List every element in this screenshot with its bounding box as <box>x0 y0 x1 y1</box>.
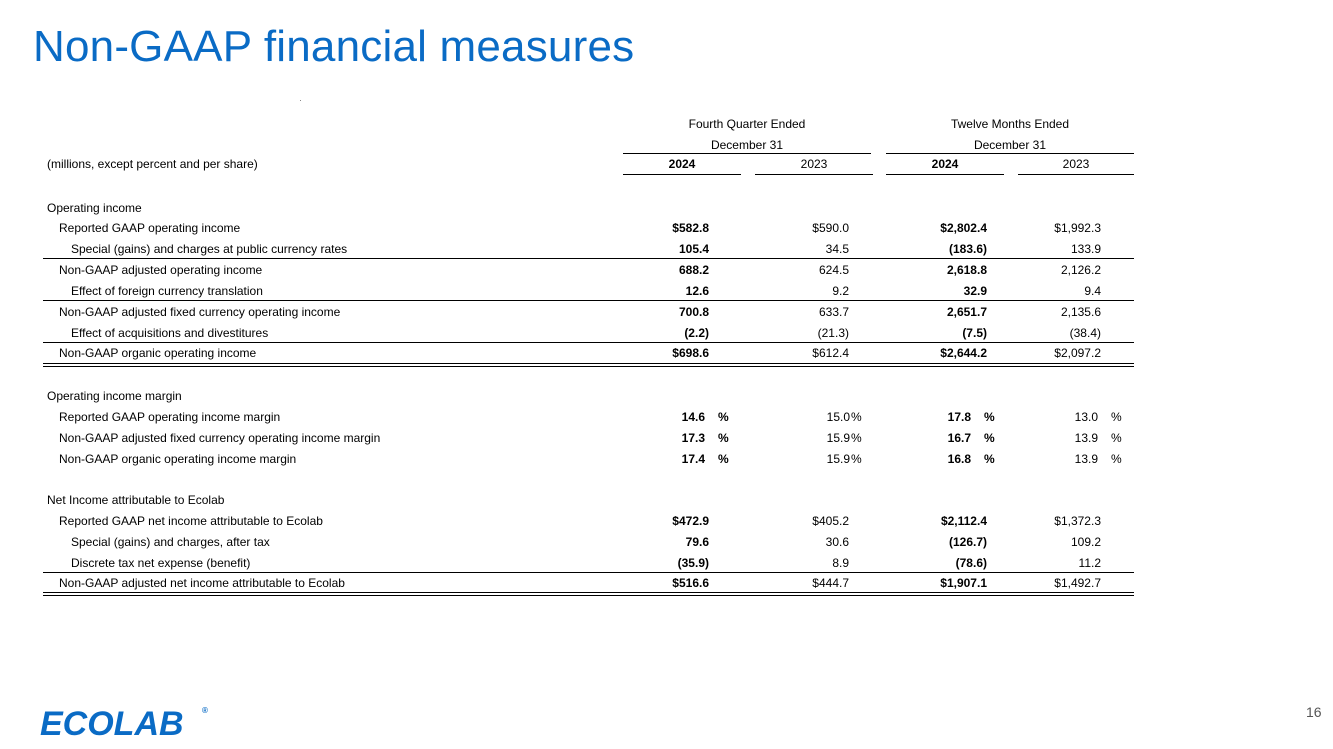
cell-value: $2,802.4 <box>940 221 987 235</box>
cell-value: 79.6 <box>685 535 709 549</box>
row-label: Reported GAAP net income attributable to Ecolab <box>59 514 323 528</box>
col-rule <box>755 174 873 175</box>
percent-sign: % <box>851 452 862 466</box>
section-heading-label: Operating income <box>47 201 142 215</box>
cell-value: (2.2) <box>684 326 709 340</box>
table-row <box>0 343 1333 363</box>
cell-value: $1,492.7 <box>1054 576 1101 590</box>
cell-value: 2,135.6 <box>1060 305 1101 319</box>
row-label: Reported GAAP operating income <box>59 221 241 235</box>
section-heading-label: Operating income margin <box>47 389 182 403</box>
table-row <box>0 302 1333 322</box>
section-heading-label: Net Income attributable to Ecolab <box>47 493 225 507</box>
cell-value: 633.7 <box>818 305 849 319</box>
table-row <box>0 239 1333 259</box>
percent-sign: % <box>1111 431 1122 445</box>
cell-value: 2,126.2 <box>1060 263 1101 277</box>
cell-value: $582.8 <box>672 221 709 235</box>
table-row <box>0 281 1333 301</box>
table-row <box>0 553 1333 573</box>
cell-value: 624.5 <box>818 263 849 277</box>
header-12m-line1: Twelve Months Ended <box>950 117 1070 131</box>
row-label: Non-GAAP adjusted fixed currency operating income margin <box>59 431 381 445</box>
section-heading <box>0 198 1333 218</box>
cell-value: 688.2 <box>678 263 709 277</box>
row-label: Non-GAAP adjusted fixed currency operating income <box>59 305 341 319</box>
col-q4-2024: 2024 <box>668 157 696 171</box>
table-row <box>0 260 1333 280</box>
percent-sign: % <box>718 410 729 424</box>
units-label: (millions, except percent and per share) <box>47 157 258 171</box>
cell-value: $590.0 <box>812 221 849 235</box>
header-q4-line2: December 31 <box>710 138 784 152</box>
cell-value: 13.0 <box>1074 410 1098 424</box>
cell-value: 8.9 <box>832 556 849 570</box>
cell-value: 2,618.8 <box>946 263 987 277</box>
percent-sign: % <box>1111 410 1122 424</box>
ecolab-logo <box>40 703 215 739</box>
table-row <box>0 323 1333 343</box>
percent-sign: % <box>1111 452 1122 466</box>
percent-sign: % <box>984 410 995 424</box>
percent-sign: % <box>984 452 995 466</box>
cell-value: $1,372.3 <box>1054 514 1101 528</box>
percent-sign: % <box>984 431 995 445</box>
percent-sign: % <box>718 431 729 445</box>
table-row <box>0 428 1333 448</box>
percent-sign: % <box>851 410 862 424</box>
cell-value: $2,097.2 <box>1054 346 1101 360</box>
table-row <box>0 511 1333 531</box>
decorative-dot <box>300 100 301 101</box>
header-q4-line1: Fourth Quarter Ended <box>688 117 806 131</box>
total-double-rule <box>43 592 1134 596</box>
cell-value: 17.8 <box>947 410 971 424</box>
cell-value: 9.2 <box>832 284 849 298</box>
cell-value: 11.2 <box>1078 556 1101 570</box>
cell-value: 16.8 <box>947 452 971 466</box>
row-label: Non-GAAP organic operating income <box>59 346 257 360</box>
column-header-row <box>0 154 1333 174</box>
cell-value: 17.4 <box>681 452 705 466</box>
cell-value: 133.9 <box>1070 242 1101 256</box>
cell-value: (21.3) <box>817 326 849 340</box>
cell-value: 13.9 <box>1074 452 1098 466</box>
cell-value: 17.3 <box>681 431 705 445</box>
cell-value: 16.7 <box>947 431 971 445</box>
page-number: 16 <box>1306 704 1322 720</box>
row-rule <box>43 258 1134 259</box>
table-row <box>0 573 1333 593</box>
cell-value: $2,112.4 <box>940 514 987 528</box>
cell-value: (183.6) <box>948 242 987 256</box>
row-label: Discrete tax net expense (benefit) <box>71 556 251 570</box>
cell-value: $1,992.3 <box>1054 221 1101 235</box>
table-row <box>0 218 1333 238</box>
cell-value: (38.4) <box>1069 326 1101 340</box>
table-row <box>0 449 1333 469</box>
row-rule <box>43 300 1134 301</box>
logo-text: ECOLAB <box>40 705 184 739</box>
row-label: Reported GAAP operating income margin <box>59 410 281 424</box>
col-q4-2023: 2023 <box>800 157 828 171</box>
col-12m-2023: 2023 <box>1062 157 1090 171</box>
table-row <box>0 532 1333 552</box>
row-label: Non-GAAP organic operating income margin <box>59 452 297 466</box>
percent-sign: % <box>718 452 729 466</box>
cell-value: $472.9 <box>672 514 709 528</box>
cell-value: $698.6 <box>672 346 709 360</box>
row-label: Effect of foreign currency translation <box>71 284 263 298</box>
cell-value: 700.8 <box>678 305 709 319</box>
col-rule <box>623 174 741 175</box>
row-label: Non-GAAP adjusted net income attributable to Ecolab <box>59 576 345 590</box>
col-rule <box>886 174 1004 175</box>
cell-value: $516.6 <box>672 576 709 590</box>
section-heading <box>0 386 1333 406</box>
col-12m-2024: 2024 <box>931 157 959 171</box>
percent-sign: % <box>851 431 862 445</box>
cell-value: (126.7) <box>948 535 987 549</box>
row-label: Special (gains) and charges at public currency rates <box>71 242 348 256</box>
cell-value: 12.6 <box>685 284 709 298</box>
cell-value: 13.9 <box>1074 431 1098 445</box>
cell-value: 109.2 <box>1070 535 1101 549</box>
logo-registered: ® <box>202 706 208 715</box>
cell-value: 30.6 <box>825 535 849 549</box>
cell-value: 15.9 <box>826 452 850 466</box>
cell-value: 15.0 <box>826 410 850 424</box>
row-label: Non-GAAP adjusted operating income <box>59 263 263 277</box>
cell-value: 2,651.7 <box>946 305 987 319</box>
cell-value: 32.9 <box>963 284 987 298</box>
cell-value: 9.4 <box>1084 284 1101 298</box>
cell-value: 14.6 <box>681 410 705 424</box>
header-12m-line2: December 31 <box>973 138 1047 152</box>
cell-value: (78.6) <box>955 556 987 570</box>
cell-value: $2,644.2 <box>940 346 987 360</box>
page-title: Non-GAAP financial measures <box>33 22 635 71</box>
col-rule <box>1018 174 1134 175</box>
cell-value: $405.2 <box>812 514 849 528</box>
row-label: Special (gains) and charges, after tax <box>71 535 270 549</box>
cell-value: (35.9) <box>677 556 709 570</box>
cell-value: 105.4 <box>678 242 709 256</box>
section-heading <box>0 490 1333 510</box>
total-double-rule <box>43 363 1134 367</box>
row-label: Effect of acquisitions and divestitures <box>71 326 269 340</box>
cell-value: 15.9 <box>826 431 850 445</box>
cell-value: $612.4 <box>812 346 849 360</box>
table-row <box>0 407 1333 427</box>
cell-value: 34.5 <box>825 242 849 256</box>
cell-value: (7.5) <box>962 326 987 340</box>
cell-value: $1,907.1 <box>940 576 987 590</box>
cell-value: $444.7 <box>812 576 849 590</box>
